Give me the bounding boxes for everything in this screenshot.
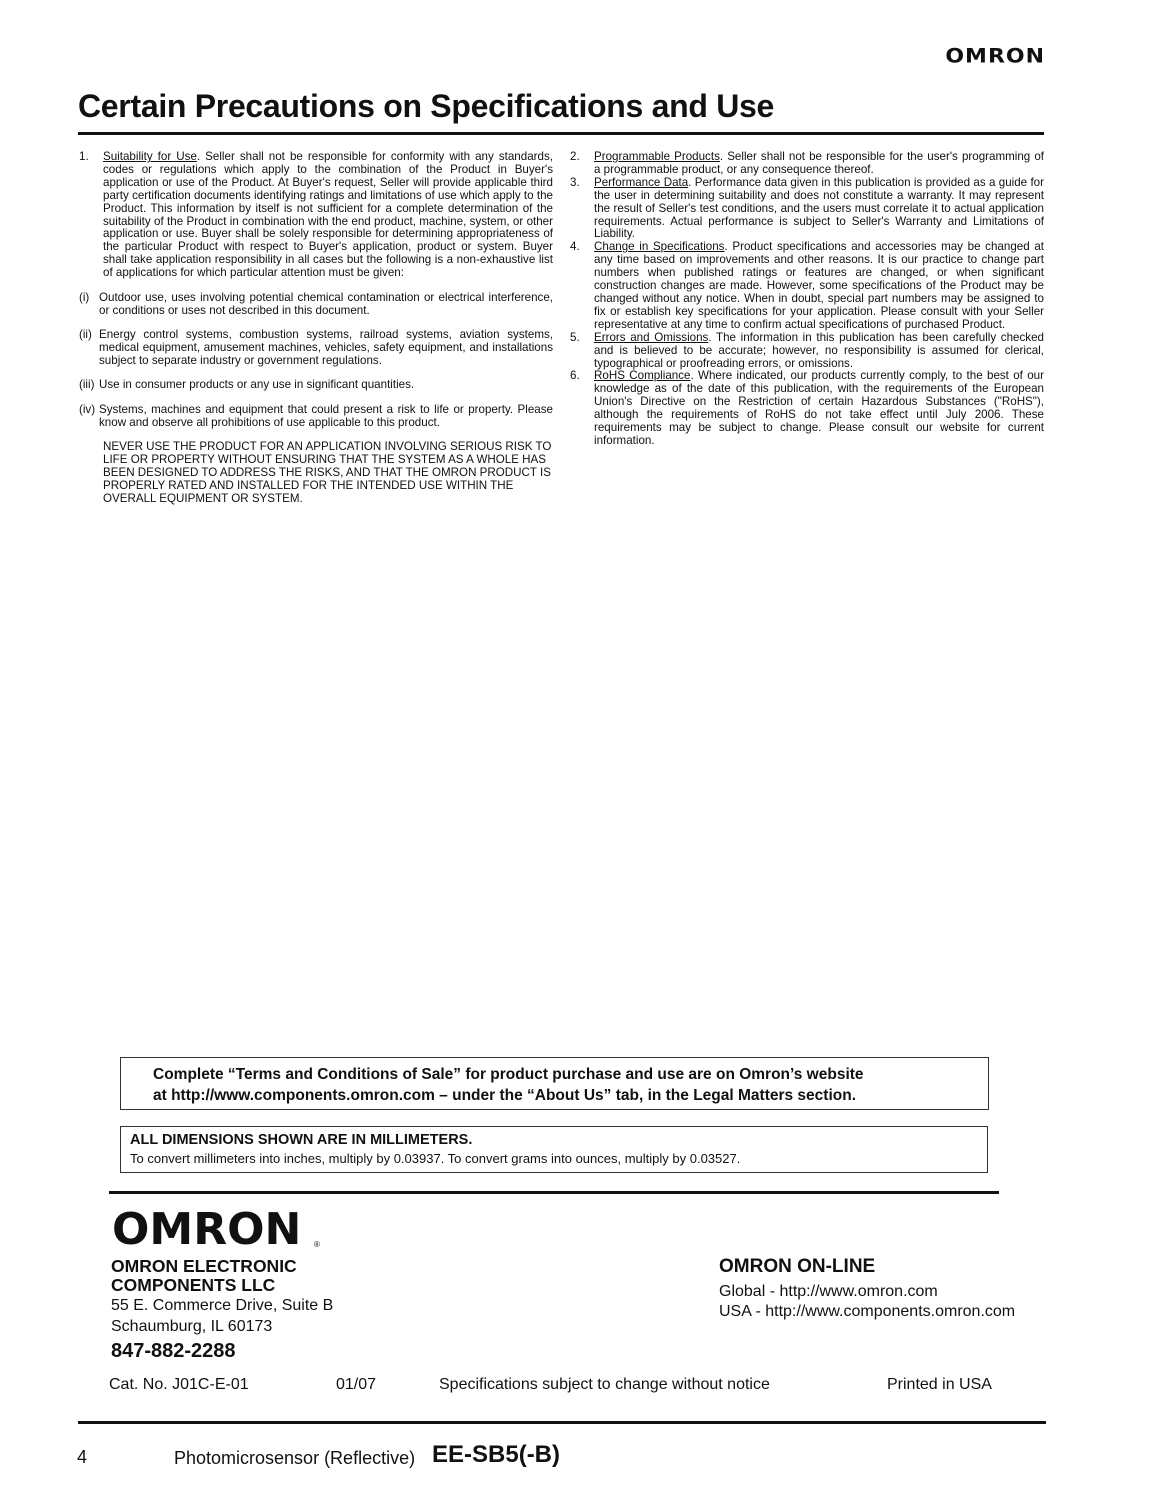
item-text: . The information in this publication has been carefully checked and is believed to be accurate; however, no responsibility is assumed for clerical, typographical or proofreading errors, or omissions. — [594, 330, 1044, 370]
subitem-iii — [79, 379, 553, 392]
subitem-text: Energy control systems, combustion systems, railroad systems, aviation systems, medical equipment, amusement machines, vehicles, safety equipment, and installations subject to separate industry or government regulations. — [99, 328, 553, 367]
item-heading: Performance Data — [594, 175, 689, 189]
company-name-line-1: OMRON ELECTRONIC — [111, 1256, 297, 1276]
item-text: . Product specifications and accessories may be changed at any time based on improvements and other reasons. It is our practice to change part numbers when published ratings or features are changed, or when significant construction changes are made. However, some specifications of the Product may be changed without any notice. When in doubt, special part numbers may be assigned to fix or establish key specifications for your application. Please consult with your Seller representative at any time to confirm actual specifications of purchased Product. — [594, 240, 1044, 331]
terms-line-2: at http://www.components.omron.com – under the “About Us” tab, in the Legal Matters section. — [153, 1087, 857, 1104]
page-footer-rule — [78, 1421, 1046, 1424]
subitem-text: Outdoor use, uses involving potential chemical contamination or electrical interference, or conditions or uses not described in this document. — [99, 290, 553, 317]
item-text: . Performance data given in this publication is provided as a guide for the user in determining suitability and does not constitute a warranty. It may represent the result of Seller's test conditions, and the users must correlate it to actual application requirements. Actual performance is subject to Seller's Warranty and Limitations of Liability. — [594, 175, 1044, 241]
terms-notice-box — [120, 1057, 989, 1110]
catalog-number: Cat. No. J01C-E-01 — [109, 1376, 249, 1393]
omron-footer-logo: OMRON — [112, 1204, 302, 1255]
dimensions-notice-box — [120, 1126, 988, 1173]
publication-date: 01/07 — [336, 1376, 377, 1393]
item-number: 3. — [570, 175, 580, 189]
website-usa: USA - http://www.components.omron.com — [719, 1303, 1016, 1320]
item-text: . Seller shall not be responsible for the user's programming of a programmable product, or any consequence thereof. — [594, 150, 1045, 176]
item-text: . Where indicated, our products currently comply, to the best of our knowledge as of the date of this publication, with the requirements of the European Union's Directive on the Restriction of certain Hazardous Substances ("RoHS"), although the requirements of RoHS do not take effect until July 2006. These requirements may be subject to change. Please consult our website for current information. — [594, 369, 1044, 447]
company-name-line-2: COMPONENTS LLC — [111, 1275, 276, 1295]
registered-mark: ® — [314, 1240, 320, 1249]
address-line-1: 55 E. Commerce Drive, Suite B — [111, 1297, 334, 1314]
product-description: Photomicrosensor (Reflective) — [174, 1448, 416, 1468]
item-heading: RoHS Compliance — [594, 369, 691, 383]
precaution-item-1 — [79, 151, 553, 280]
omron-header-logo: OMRON — [945, 45, 1045, 68]
page-number: 4 — [77, 1447, 88, 1467]
precaution-item-6 — [570, 370, 1044, 447]
subitem-iv — [79, 404, 553, 430]
precaution-item-5 — [570, 332, 1044, 371]
dimensions-title: ALL DIMENSIONS SHOWN ARE IN MILLIMETERS. — [130, 1132, 473, 1148]
online-title: OMRON ON-LINE — [719, 1256, 876, 1277]
subitem-ii — [79, 329, 553, 368]
item-heading: Change in Specifications — [594, 240, 725, 254]
right-column — [570, 151, 1044, 448]
item-heading: Programmable Products — [594, 150, 720, 163]
precaution-item-2 — [570, 151, 1044, 177]
subitem-number: (iv) — [79, 402, 96, 416]
item-number: 4. — [570, 240, 580, 254]
item-number: 1. — [79, 150, 89, 163]
left-column — [79, 151, 553, 506]
item-number: 2. — [570, 150, 580, 163]
page-title: Certain Precautions on Specifications and Use — [78, 88, 775, 124]
title-rule — [78, 132, 1044, 135]
footer-rule — [109, 1191, 999, 1194]
item-text: . Seller shall not be responsible for conformity with any standards, codes or regulations which apply to the combination of the Product in Buyer's application or use of the Product. At Buyer's request, Seller will provide applicable third party certification documents identifying ratings and limitations of use which apply to the Product. This information by itself is not sufficient for a complete determination of the suitability of the Product in combination with the end product, machine, system, or other application or use. Buyer shall be solely responsible for determining appropriateness of the particular Product with respect to Buyer's application, product or system. Buyer shall take application responsibility in all cases but the following is a non-exhaustive list of applications for which particular attention must be given: — [103, 150, 553, 280]
subitem-number: (ii) — [79, 328, 92, 342]
company-name — [111, 1257, 297, 1295]
terms-notice-text — [153, 1064, 864, 1106]
subitem-text: Use in consumer products or any use in significant quantities. — [99, 378, 415, 392]
item-heading: Errors and Omissions — [594, 330, 709, 344]
dimensions-conversion-text: To convert millimeters into inches, multiply by 0.03937. To convert grams into ounces, multiply by 0.03527. — [130, 1151, 741, 1166]
subitem-i — [79, 292, 553, 318]
precaution-item-4 — [570, 241, 1044, 331]
terms-line-1: Complete “Terms and Conditions of Sale” for product purchase and use are on Omron’s website — [153, 1066, 864, 1083]
address-line-2: Schaumburg, IL 60173 — [111, 1318, 273, 1335]
safety-warning: NEVER USE THE PRODUCT FOR AN APPLICATION INVOLVING SERIOUS RISK TO LIFE OR PROPERTY WITHOUT ENSURING THAT THE SYSTEM AS A WHOLE HAS BEEN DESIGNED TO ADDRESS THE RISKS, AND THAT THE OMRON PRODUCT IS PROPERLY RATED AND INSTALLED FOR THE INTENDED USE WITHIN THE OVERALL EQUIPMENT OR SYSTEM. — [103, 440, 552, 505]
phone-number: 847-882-2288 — [111, 1340, 236, 1362]
subitem-text: Systems, machines and equipment that could present a risk to life or property. Please know and observe all prohibitions of use applicable to this product. — [99, 402, 553, 429]
subitem-number: (i) — [79, 290, 90, 304]
item-number: 5. — [570, 330, 580, 344]
precaution-item-3 — [570, 177, 1044, 242]
subitem-number: (iii) — [79, 378, 95, 392]
item-heading: Suitability for Use — [103, 150, 197, 163]
product-model: EE-SB5(-B) — [432, 1441, 561, 1468]
item-number: 6. — [570, 369, 580, 383]
spec-change-note: Specifications subject to change without notice — [439, 1376, 770, 1393]
printed-in: Printed in USA — [887, 1376, 992, 1393]
website-global: Global - http://www.omron.com — [719, 1283, 938, 1300]
